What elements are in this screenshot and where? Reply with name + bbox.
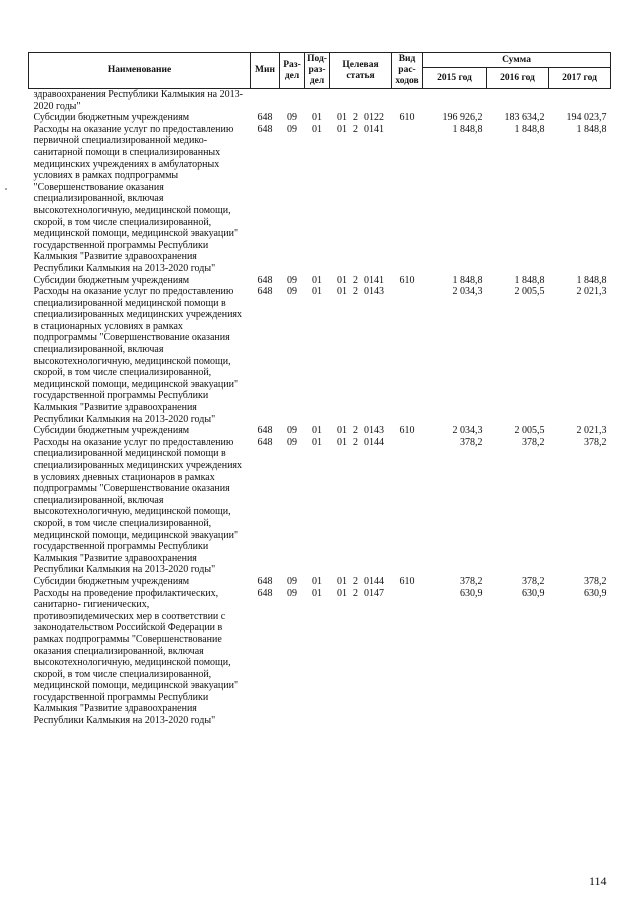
cell-sum-2015: 630,9 [460, 587, 483, 599]
header-podrazdel: Под- раз- дел [305, 53, 330, 89]
budget-document [28, 52, 610, 727]
cell-sum-2015 [423, 89, 487, 113]
cell-vid [392, 124, 423, 275]
cell-sum-2015: 378,2 [460, 436, 483, 448]
cell-sum-2015: 1 848,8 [452, 274, 483, 286]
cell-sum-2015: 1 848,8 [452, 123, 483, 135]
header-target: Целевая статья [330, 53, 392, 89]
cell-podrazdel: 01 [312, 274, 322, 286]
header-name: Наименование [29, 53, 251, 89]
cell-target-code [330, 576, 392, 588]
cell-vid [392, 286, 423, 425]
cell-name: Расходы на оказание услуг по предоставлению специализированной медицинской помощи в специализированных медицинских учреждениях в стационарных условиях в рамках подпрограммы "Совершенствование оказания специализированной, включая высокотехнологичную, медицинской помощи, скорой, в том числе специализированной, медицинской помощи, медицинской эвакуации" государственной программы Республики Калмыкия "Развитие здравоохранения Республики Калмыкия на 2013-2020 годы" [33, 286, 243, 425]
target-code-parts [330, 425, 392, 437]
cell-sum-2017: 1 848,8 [576, 274, 607, 286]
cell-razdel: 09 [287, 112, 297, 124]
cell-sum-2017: 2 021,3 [576, 425, 607, 437]
cell-target-code [330, 437, 392, 576]
cell-min: 648 [257, 274, 273, 286]
cell-vid: 610 [399, 274, 415, 286]
cell-sum-2016: 378,2 [522, 436, 545, 448]
page-number: 114 [589, 874, 607, 888]
cell-podrazdel: 01 [312, 286, 322, 298]
cell-min: 648 [257, 575, 273, 587]
margin-mark [5, 188, 7, 190]
cell-podrazdel: 01 [312, 112, 322, 124]
cell-sum-2015: 2 034,3 [452, 286, 483, 298]
cell-podrazdel: 01 [312, 436, 322, 448]
cell-min: 648 [257, 123, 273, 135]
cell-name: Субсидии бюджетным учреждениям [33, 274, 190, 286]
cell-razdel: 09 [287, 436, 297, 448]
cell-razdel: 09 [287, 587, 297, 599]
target-code-cs2: 2 [353, 587, 358, 599]
cell-min: 648 [257, 436, 273, 448]
target-code-cs1: 01 [337, 587, 347, 599]
target-code-cs3: 0144 [364, 436, 384, 448]
target-code-parts [330, 437, 392, 449]
cell-razdel [280, 89, 305, 113]
target-code-cs3: 0122 [364, 112, 384, 124]
table-row [29, 437, 611, 576]
cell-razdel: 09 [287, 123, 297, 135]
cell-target-code [330, 425, 392, 437]
cell-vid [392, 89, 423, 113]
table-body [29, 89, 611, 727]
cell-podrazdel: 01 [312, 123, 322, 135]
target-code-parts [330, 576, 392, 588]
cell-target-code [330, 124, 392, 275]
cell-sum-2015: 2 034,3 [452, 425, 483, 437]
table-row [29, 286, 611, 425]
target-code-parts [330, 275, 392, 287]
target-code-parts [330, 286, 392, 298]
table-row [29, 124, 611, 275]
target-code-cs1: 01 [337, 436, 347, 448]
table-row [29, 425, 611, 437]
target-code-cs3: 0141 [364, 274, 384, 286]
header-year-2015: 2015 год [423, 68, 487, 89]
cell-podrazdel: 01 [312, 575, 322, 587]
header-year-2017: 2017 год [549, 68, 611, 89]
cell-vid: 610 [399, 425, 415, 437]
target-code-cs1: 01 [337, 286, 347, 298]
cell-target-code [330, 286, 392, 425]
cell-sum-2017 [549, 89, 611, 113]
cell-sum-2017: 194 023,7 [566, 112, 607, 124]
cell-sum-2017: 630,9 [584, 587, 607, 599]
target-code-cs3: 0147 [364, 587, 384, 599]
target-code-cs2: 2 [353, 436, 358, 448]
target-code-parts [330, 588, 392, 600]
cell-min: 648 [257, 425, 273, 437]
cell-min: 648 [257, 112, 273, 124]
table-row [29, 89, 611, 113]
cell-target-code [330, 112, 392, 124]
budget-table [28, 52, 611, 727]
cell-name: Субсидии бюджетным учреждениям [33, 425, 190, 437]
cell-sum-2016: 630,9 [522, 587, 545, 599]
target-code-cs3: 0144 [364, 575, 384, 587]
cell-vid [392, 588, 423, 727]
cell-sum-2016: 1 848,8 [514, 274, 545, 286]
cell-vid [392, 437, 423, 576]
cell-sum-2017: 1 848,8 [576, 123, 607, 135]
cell-name: Субсидии бюджетным учреждениям [33, 575, 190, 587]
cell-razdel: 09 [287, 286, 297, 298]
target-code-cs2: 2 [353, 425, 358, 437]
target-code-cs1: 01 [337, 425, 347, 437]
cell-sum-2016: 2 005,5 [514, 286, 545, 298]
target-code-cs2: 2 [353, 286, 358, 298]
cell-vid: 610 [399, 112, 415, 124]
cell-sum-2016: 378,2 [522, 575, 545, 587]
target-code-cs3: 0141 [364, 123, 384, 135]
cell-target-code [330, 588, 392, 727]
cell-min [251, 89, 280, 113]
cell-sum-2015: 196 926,2 [442, 112, 483, 124]
cell-target-code [330, 89, 392, 113]
target-code-cs1: 01 [337, 274, 347, 286]
header-min: Мин [251, 53, 280, 89]
cell-sum-2017: 2 021,3 [576, 286, 607, 298]
table-row [29, 275, 611, 287]
target-code-cs3: 0143 [364, 425, 384, 437]
cell-min: 648 [257, 286, 273, 298]
table-row [29, 576, 611, 588]
cell-sum-2016: 1 848,8 [514, 123, 545, 135]
cell-sum-2016: 2 005,5 [514, 425, 545, 437]
target-code-cs1: 01 [337, 575, 347, 587]
target-code-cs2: 2 [353, 123, 358, 135]
cell-podrazdel: 01 [312, 425, 322, 437]
target-code-cs2: 2 [353, 274, 358, 286]
target-code-cs1: 01 [337, 112, 347, 124]
cell-min: 648 [257, 587, 273, 599]
target-code-cs1: 01 [337, 123, 347, 135]
header-razdel: Раз- дел [280, 53, 305, 89]
header-sum: Сумма [423, 53, 611, 68]
cell-vid: 610 [399, 575, 415, 587]
cell-name: Расходы на оказание услуг по предоставлению специализированной медицинской помощи в специализированных медицинских учреждениях в условиях дневных стационаров в рамках подпрограммы "Совершенствование оказания специализированной, включая высокотехнологичную, медицинской помощи, скорой, в том числе специализированной, медицинской помощи, медицинской эвакуации" государственной программы Республики Калмыкия "Развитие здравоохранения Республики Калмыкия на 2013-2020 годы" [33, 436, 243, 576]
cell-razdel: 09 [287, 575, 297, 587]
cell-podrazdel: 01 [312, 587, 322, 599]
cell-name: Субсидии бюджетным учреждениям [33, 112, 190, 124]
target-code-parts [330, 112, 392, 124]
header-year-2016: 2016 год [487, 68, 549, 89]
cell-sum-2017: 378,2 [584, 436, 607, 448]
cell-sum-2016: 183 634,2 [504, 112, 545, 124]
target-code-cs2: 2 [353, 575, 358, 587]
table-row [29, 112, 611, 124]
cell-sum-2015: 378,2 [460, 575, 483, 587]
cell-sum-2016 [487, 89, 549, 113]
cell-name: здравоохранения Республики Калмыкия на 2013-2020 годы" [33, 89, 243, 112]
target-code-cs2: 2 [353, 112, 358, 124]
cell-sum-2017: 378,2 [584, 575, 607, 587]
target-code-cs3: 0143 [364, 286, 384, 298]
cell-name: Расходы на проведение профилактических, санитарно- гигиенических, противоэпидемических мер в соответствии с законодательством Российской Федерации в рамках подпрограммы "Совершенствование оказания специализированной, включая высокотехнологичную, медицинской помощи, скорой, в том числе специализированной, медицинской помощи, медицинской эвакуации" государственной программы Республики Калмыкия "Развитие здравоохранения Республики Калмыкия на 2013-2020 годы" [33, 587, 239, 727]
cell-target-code [330, 275, 392, 287]
header-vid: Вид рас- ходов [392, 53, 423, 89]
cell-razdel: 09 [287, 274, 297, 286]
cell-podrazdel [305, 89, 330, 113]
target-code-parts [330, 124, 392, 136]
cell-name: Расходы на оказание услуг по предоставлению первичной специализированной медико-санитарной помощи в специализированных медицинских учреждениях в амбулаторных условиях в рамках подпрограммы "Совершенствование оказания специализированной, включая высокотехнологичную, медицинской помощи, скорой, в том числе специализированной, медицинской помощи, медицинской эвакуации" государственной программы Республики Калмыкия "Развитие здравоохранения Республики Калмыкия на 2013-2020 годы" [33, 123, 239, 274]
cell-razdel: 09 [287, 425, 297, 437]
table-row [29, 588, 611, 727]
